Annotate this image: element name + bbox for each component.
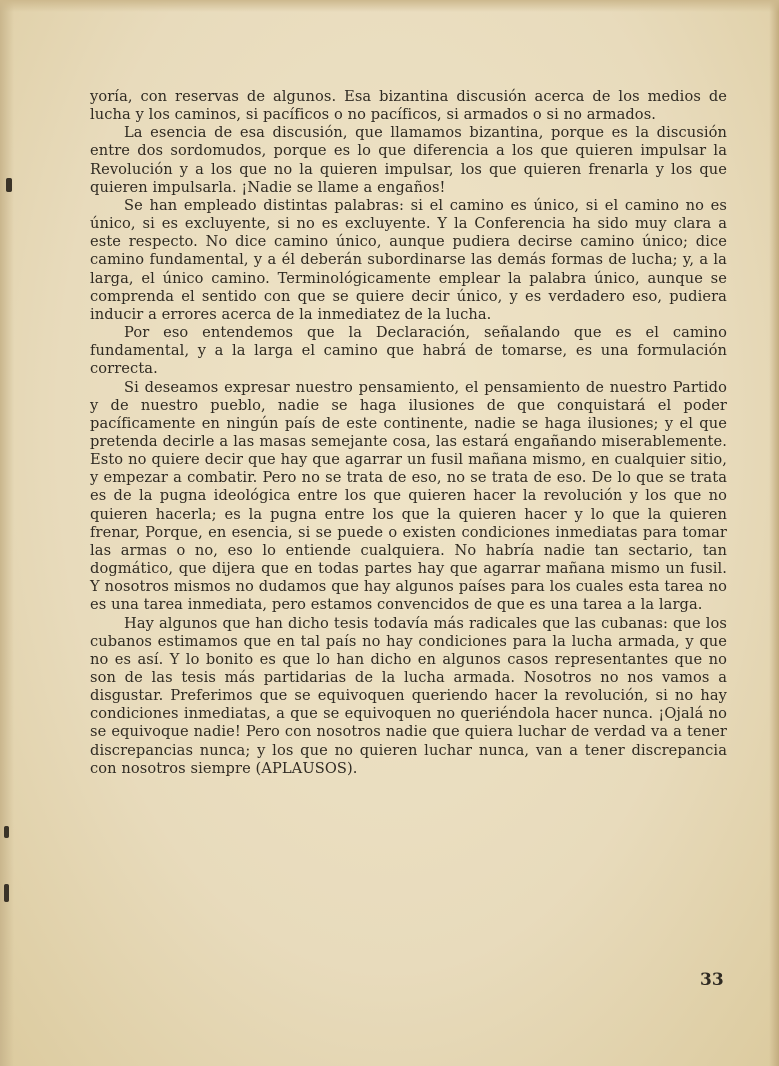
page-number: 33 [700, 970, 724, 990]
paragraph-4: Por eso entendemos que la Declaración, señalando que es el camino fundamental, y a la larga el camino que habrá de tomarse, es una formulación correcta. [90, 324, 727, 378]
page-right-edge-shadow [769, 0, 779, 1066]
page-left-edge-shadow [0, 0, 14, 1066]
paragraph-6: Hay algunos que han dicho tesis todavía más radicales que las cubanas: que los cubanos estimamos que en tal país no hay condiciones para la lucha armada, y que no es así. Y lo bonito es que lo han dicho en algunos casos representantes que no son de las tesis más partidarias de la lucha armada. Nosotros no nos vamos a disgustar. Preferimos que se equivoquen queriendo hacer la revolución, si no hay condiciones inmediatas, a que se equivoquen no queriéndola hacer nunca. ¡Ojalá no se equivoque nadie! Pero con nosotros nadie que quiera luchar de verdad va a tener discrepancias nunca; y los que no quieren luchar nunca, van a tener discrepancia con nosotros siempre (APLAUSOS). [90, 614, 727, 777]
binding-mark [4, 884, 9, 902]
paragraph-1: yoría, con reservas de algunos. Esa bizantina discusión acerca de los medios de lucha y los caminos, si pacíficos o no pacíficos, si armados o si no armados. [90, 88, 727, 124]
binding-mark [4, 826, 9, 838]
binding-mark [6, 178, 12, 192]
paragraph-5: Si deseamos expresar nuestro pensamiento, el pensamiento de nuestro Partido y de nuestro pueblo, nadie se haga ilusiones de que conquistará el poder pacíficamente en ningún país de este continente, nadie se haga ilusiones; y el que pretenda decirle a las masas semejante cosa, las estará engañando miserablemente. Esto no quiere decir que hay que agarrar un fusil mañana mismo, en cualquier sitio, y empezar a combatir. Pero no se trata de eso, no se trata de eso. De lo que se trata es de la pugna ideológica entre los que quieren hacer la revolución y los que no quieren hacerla; es la pugna entre los que la quieren hacer y lo que la quieren frenar, Porque, en esencia, si se puede o existen condiciones inmediatas para tomar las armas o no, eso lo entiende cualquiera. No habría nadie tan sectario, tan dogmático, que dijera que en todas partes hay que agarrar mañana mismo un fusil. Y nosotros mismos no dudamos que hay algunos países para los cuales esta tarea no es una tarea inmediata, pero estamos convencidos de que es una tarea a la larga. [90, 378, 727, 614]
page-top-edge-shadow [0, 0, 779, 12]
paragraph-3: Se han empleado distintas palabras: si el camino es único, si el camino no es único, si es excluyente, si no es excluyente. Y la Conferencia ha sido muy clara a este respecto. No dice camino único, aunque pudiera decirse camino único; dice camino fundamental, y a él deberán subordinarse las demás formas de lucha; y, a la larga, el único camino. Terminológicamente emplear la palabra único, aunque se comprenda el sentido con que se quiere decir único, y es verdadero eso, pudiera inducir a errores acerca de la inmediatez de la lucha. [90, 196, 727, 323]
paragraph-2: La esencia de esa discusión, que llamamos bizantina, porque es la discusión entre dos sordomudos, porque es lo que diferencia a los que quieren impulsar la Revolución y a los que no la quieren impulsar, los que quieren frenarla y los que quieren impulsarla. ¡Nadie se llame a engaños! [90, 124, 727, 196]
body-text [90, 88, 727, 778]
